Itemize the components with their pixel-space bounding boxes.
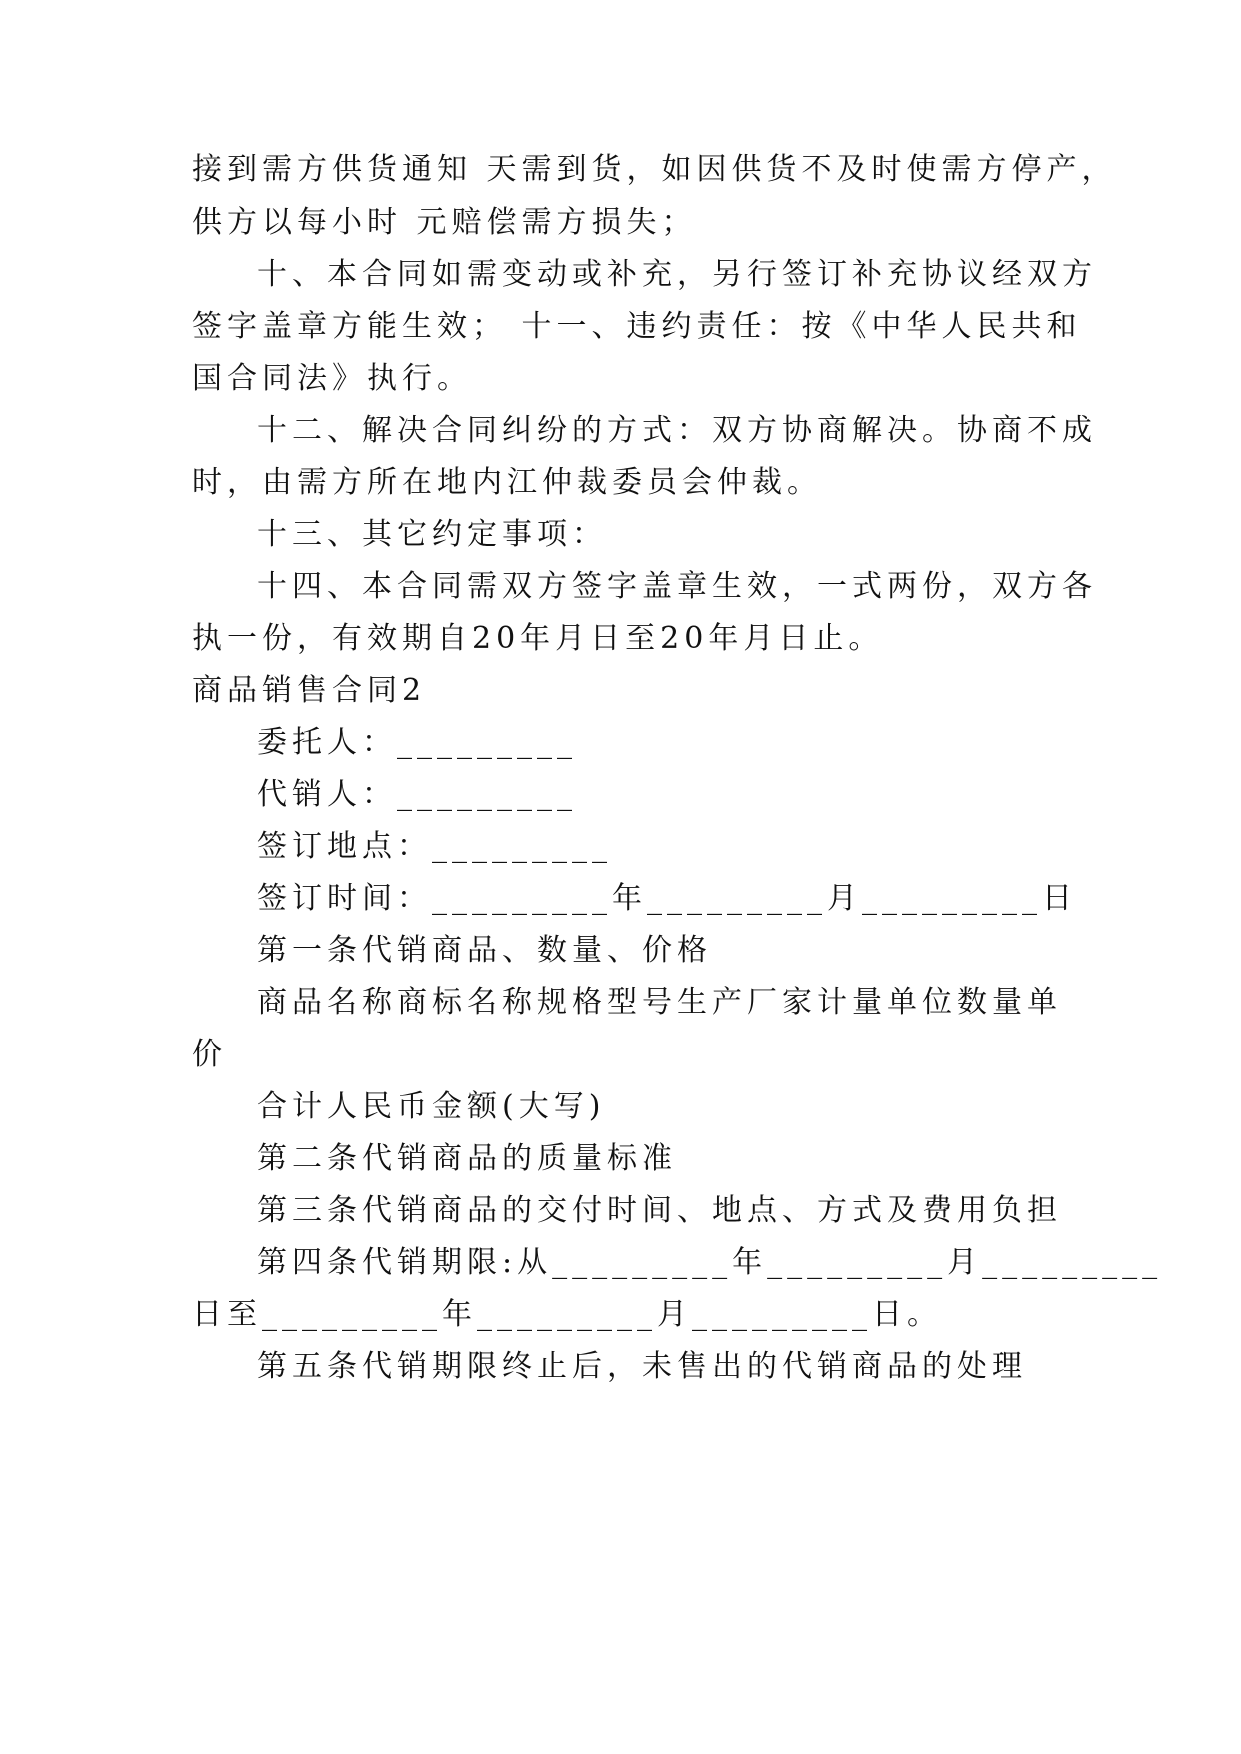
article-4-line-2: 日至_________年_________月_________日。 (192, 1297, 942, 1332)
article-2-heading: 第二条代销商品的质量标准 (257, 1141, 677, 1176)
signing-place-field: 签订地点：_________ (257, 829, 612, 864)
clause-14-line-2: 执一份，有效期自20年月日至20年月日止。 (192, 621, 884, 656)
article-5-heading: 第五条代销期限终止后，未售出的代销商品的处理 (257, 1349, 1027, 1384)
article-1-columns-line-1: 商品名称商标名称规格型号生产厂家计量单位数量单 (257, 985, 1062, 1020)
clause-10-line-2: 签字盖章方能生效； 十一、违约责任：按《中华人民共和 (192, 309, 1082, 344)
clause-12-line-2: 时，由需方所在地内江仲裁委员会仲裁。 (192, 465, 822, 500)
article-3-heading: 第三条代销商品的交付时间、地点、方式及费用负担 (257, 1193, 1062, 1228)
agent-field: 代销人：_________ (257, 777, 577, 812)
clause-12-line-1: 十二、解决合同纠纷的方式：双方协商解决。协商不成 (257, 413, 1097, 448)
total-amount-line: 合计人民币金额(大写) (257, 1089, 606, 1124)
signing-date-field: 签订时间：_________年_________月_________日 (257, 881, 1077, 916)
clause-13: 十三、其它约定事项： (257, 517, 607, 552)
clause-14-line-1: 十四、本合同需双方签字盖章生效，一式两份，双方各 (257, 569, 1097, 604)
article-1-heading: 第一条代销商品、数量、价格 (257, 933, 712, 968)
article-4-line-1: 第四条代销期限:从_________年_________月_________ (257, 1245, 1163, 1280)
contract-2-title: 商品销售合同2 (192, 673, 427, 708)
article-1-columns-line-2: 价 (192, 1037, 227, 1072)
clause-10-line-1: 十、本合同如需变动或补充，另行签订补充协议经双方 (257, 257, 1097, 292)
text-line-2: 供方以每小时 元赔偿需方损失； (192, 205, 697, 240)
consignor-field: 委托人：_________ (257, 725, 577, 760)
clause-11-line: 国合同法》执行。 (192, 361, 472, 396)
text-line-1: 接到需方供货通知 天需到货，如因供货不及时使需方停产， (192, 152, 1117, 187)
